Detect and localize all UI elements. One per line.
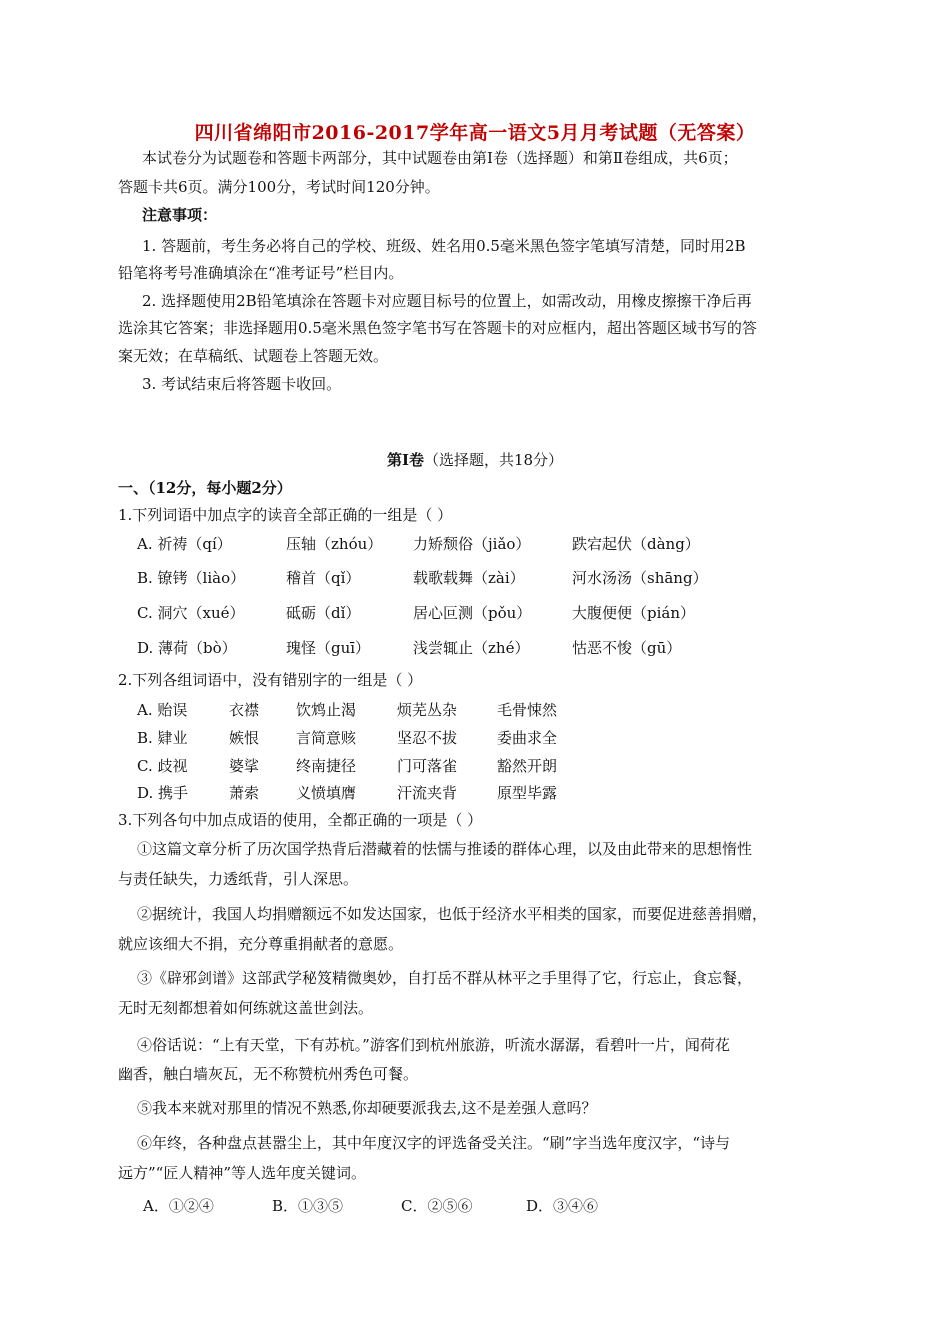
q2-b-2: 嫉恨: [229, 729, 260, 747]
notice-heading: 注意事项：: [142, 206, 218, 224]
q2-d-5: 原型毕露: [497, 784, 558, 802]
intro-line-2: 答题卡共6页。满分100分，考试时间120分钟。: [118, 178, 440, 196]
q2-c-3: 终南捷径: [296, 757, 357, 775]
q1-d-4: 怙恶不悛（gū）: [572, 639, 682, 657]
notice-2a: 2. 选择题使用2B铅笔填涂在答题卡对应题目标号的位置上，如需改动，用橡皮擦擦干净后再: [142, 292, 752, 310]
q3-sentence-3a: ③《辟邪剑谱》这部武学秘笈精微奥妙，自打岳不群从林平之手里得了它，行忘止，食忘餐，: [137, 969, 753, 987]
q3-sentence-1a: ①这篇文章分析了历次国学热背后潜藏着的怯懦与推诿的群体心理，以及由此带来的思想惰性: [137, 840, 753, 858]
exam-title: 四川省绵阳市2016-2017学年高一语文5月月考试题（无答案）: [194, 122, 756, 144]
q3-sentence-2b: 就应该细大不捐，充分尊重捐献者的意愿。: [118, 935, 404, 953]
notice-2c: 案无效；在草稿纸、试题卷上答题无效。: [118, 347, 389, 365]
question-2-stem: 2.下列各组词语中，没有错别字的一组是（ ）: [118, 671, 423, 689]
q2-c-4: 门可落雀: [397, 757, 458, 775]
q1-a-4: 跌宕起伏（dàng）: [572, 535, 700, 553]
section-title-bold: 第Ⅰ卷: [386, 451, 424, 469]
q2-d-3: 义愤填膺: [296, 784, 357, 802]
q2-a-2: 衣襟: [229, 701, 260, 719]
q2-b-3: 言简意赅: [296, 729, 357, 747]
q1-b-2: 稽首（qǐ）: [286, 569, 361, 587]
q3-answer-c: C．②⑤⑥: [401, 1197, 473, 1215]
part-one-heading: 一、（12分，每小题2分）: [118, 479, 292, 497]
q2-b-1: B. 肄业: [137, 729, 188, 747]
q3-sentence-4a: ④俗话说：“上有天堂，下有苏杭。”游客们到杭州旅游，听流水潺潺，看碧叶一片，闻荷花: [137, 1036, 730, 1054]
q3-answer-a: A．①②④: [143, 1197, 214, 1215]
q2-b-4: 坚忍不拔: [397, 729, 458, 747]
q2-c-5: 豁然开朗: [497, 757, 558, 775]
q2-c-2: 婆挲: [229, 757, 260, 775]
q1-c-4: 大腹便便（pián）: [572, 604, 696, 622]
q2-b-5: 委曲求全: [497, 729, 558, 747]
q2-a-5: 毛骨悚然: [497, 701, 558, 719]
q1-a-3: 力矫颓俗（jiǎo）: [413, 535, 531, 553]
notice-3: 3. 考试结束后将答题卡收回。: [142, 375, 342, 393]
q3-sentence-1b: 与责任缺失，力透纸背，引人深思。: [118, 870, 359, 888]
q1-c-3: 居心叵测（pǒu）: [413, 604, 532, 622]
q2-a-3: 饮鸩止渴: [296, 701, 357, 719]
section-title: [0, 450, 950, 470]
intro-line-1: 本试卷分为试题卷和答题卡两部分，其中试题卷由第Ⅰ卷（选择题）和第Ⅱ卷组成，共6页；: [142, 149, 738, 167]
q1-b-1: B. 镣铐（liào）: [137, 569, 246, 587]
q3-sentence-3b: 无时无刻都想着如何练就这盖世剑法。: [118, 999, 374, 1017]
q2-d-1: D. 携手: [137, 784, 189, 802]
q1-c-2: 砥砺（dǐ）: [286, 604, 361, 622]
q2-a-1: A. 贻误: [137, 701, 188, 719]
question-1-stem: 1.下列词语中加点字的读音全部正确的一组是（ ）: [118, 506, 453, 524]
q1-c-1: C. 洞穴（xué）: [137, 604, 245, 622]
q3-answer-d: D．③④⑥: [526, 1197, 599, 1215]
q2-d-2: 萧索: [229, 784, 260, 802]
notice-1b: 铅笔将考号准确填涂在“准考证号”栏目内。: [118, 264, 404, 282]
q1-d-3: 浅尝辄止（zhé）: [413, 639, 530, 657]
q2-a-4: 烦芜丛杂: [397, 701, 458, 719]
q1-d-1: D. 薄荷（bò）: [137, 639, 237, 657]
q3-answer-b: B．①③⑤: [272, 1197, 344, 1215]
q3-sentence-4b: 幽香，触白墙灰瓦，无不称赞杭州秀色可餐。: [118, 1065, 419, 1083]
q1-b-3: 载歌载舞（zài）: [413, 569, 525, 587]
q3-sentence-6b: 远方”“匠人精神”等人选年度关键词。: [118, 1164, 367, 1182]
q3-sentence-6a: ⑥年终，各种盘点甚嚣尘上，其中年度汉字的评选备受关注。“刷”字当选年度汉字，“诗与: [137, 1134, 731, 1152]
notice-2b: 选涂其它答案；非选择题用0.5毫米黑色签字笔书写在答题卡的对应框内，超出答题区域书写的答: [118, 319, 757, 337]
q1-a-1: A. 祈祷（qí）: [137, 535, 232, 553]
q3-sentence-5: ⑤我本来就对那里的情况不熟悉,你却硬要派我去,这不是差强人意吗？: [137, 1099, 597, 1117]
q3-sentence-2a: ②据统计，我国人均捐赠额远不如发达国家，也低于经济水平相类的国家，而要促进慈善捐赠，: [137, 905, 768, 923]
q2-c-1: C. 歧视: [137, 757, 188, 775]
question-3-stem: 3.下列各句中加点成语的使用，全都正确的一项是（ ）: [118, 811, 483, 829]
notice-1a: 1. 答题前，考生务必将自己的学校、班级、姓名用0.5毫米黑色签字笔填写清楚，同时用2B: [142, 237, 746, 255]
section-title-rest: （选择题，共18分）: [423, 451, 564, 469]
q1-d-2: 瑰怪（guī）: [286, 639, 371, 657]
q1-b-4: 河水汤汤（shāng）: [572, 569, 708, 587]
q2-d-4: 汗流夹背: [397, 784, 458, 802]
q1-a-2: 压轴（zhóu）: [286, 535, 383, 553]
